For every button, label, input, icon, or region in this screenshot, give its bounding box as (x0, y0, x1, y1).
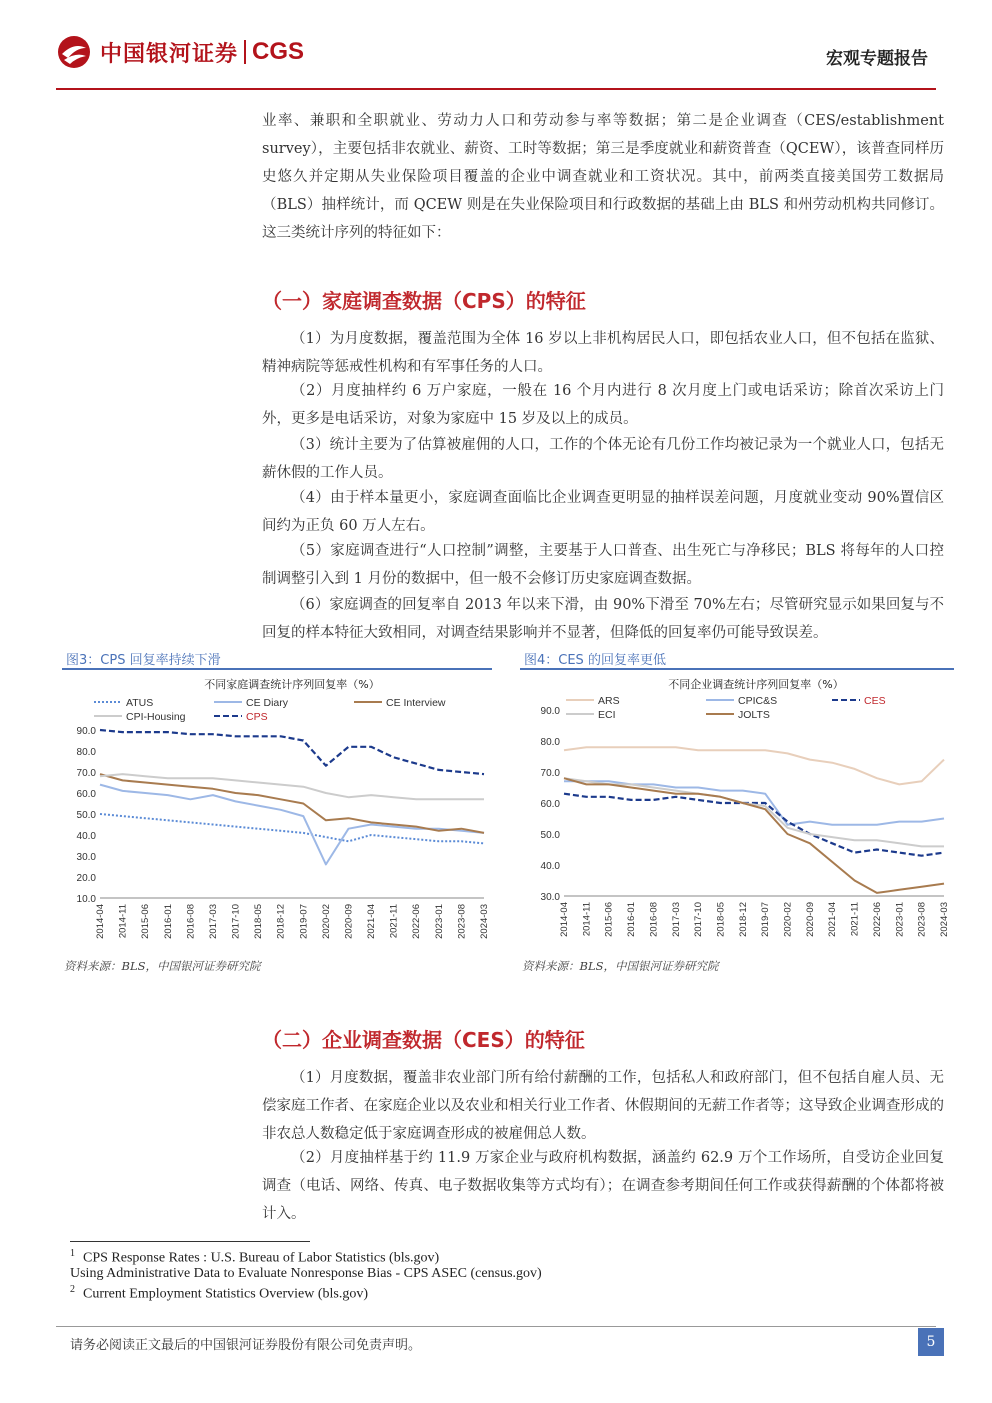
chart-1-svg (520, 672, 954, 956)
section-title-ces: （二）企业调查数据（CES）的特征 (262, 1028, 585, 1052)
chart-1-ytick: 50.0 (540, 830, 560, 841)
figure-4-rule (520, 668, 954, 670)
footnote-1 (70, 1248, 439, 1267)
chart-0-xtick: 2020-02 (320, 904, 332, 939)
cps-paragraph-3: （3）统计主要为了估算被雇佣的人口，工作的个体无论有几份工作均被记录为一个就业人口，包括无薪休假的工作人员。 (262, 437, 944, 481)
page-number: 5 (918, 1328, 944, 1356)
chart-0-xtick: 2024-03 (479, 904, 490, 939)
chart-1-xtick: 2014-11 (581, 902, 593, 937)
figure-4-chart (520, 672, 954, 956)
footer-divider (56, 1326, 936, 1327)
footnote-1-mark: 1 (70, 1248, 75, 1259)
brand-name-en: CGS (252, 38, 305, 65)
chart-1-legend-label: CES (864, 695, 886, 707)
chart-0-ytick: 80.0 (76, 747, 96, 758)
ces-paragraph-2: （2）月度抽样基于约 11.9 万家企业与政府机构数据，涵盖约 62.9 万个工作场所，自受访企业回复调查（电话、网络、传真、电子数据收集等方式均有）；在调查参考期间任何工作或获得薪酬的个体都将被计入。 (262, 1150, 944, 1222)
chart-1-legend-label: ECI (598, 709, 616, 721)
section-title-cps: （一）家庭调查数据（CPS）的特征 (262, 289, 586, 313)
chart-1-xtick: 2014-04 (559, 902, 570, 937)
ces-paragraph-1: （1）月度数据，覆盖非农业部门所有给付薪酬的工作，包括私人和政府部门，但不包括自雇人员、无偿家庭工作者、在家庭企业以及农业和相关行业工作者、休假期间的无薪工作者等；这导致企业调查形成的非农总人数稳定低于家庭调查形成的被雇佣总人数。 (262, 1070, 944, 1142)
footnote-1-continued (70, 1266, 542, 1282)
chart-0-ytick: 20.0 (76, 873, 96, 884)
chart-0-xtick: 2023-08 (456, 904, 468, 939)
chart-1-xtick: 2023-08 (916, 902, 928, 937)
chart-0-legend-label: CPS (246, 711, 268, 723)
chart-0-xtick: 2016-01 (162, 904, 174, 939)
chart-0-legend-label: CE Diary (246, 697, 289, 709)
page-header (0, 0, 992, 90)
brand-name-cn: 中国银河证券 (100, 41, 239, 67)
cps-paragraph-4: （4）由于样本量更小，家庭调查面临比企业调查更明显的抽样误差问题，月度就业变动 90%置信区间约为正负 60 万人左右。 (262, 490, 944, 534)
chart-0-xtick: 2021-04 (366, 904, 378, 939)
chart-0-xtick: 2017-10 (230, 904, 242, 939)
chart-1-title: 不同企业调查统计序列回复率（%） (668, 678, 844, 691)
chart-0-series-ce-diary (100, 785, 484, 865)
chart-1-xtick: 2023-01 (894, 902, 906, 937)
footnote-divider (70, 1241, 310, 1242)
chart-1-legend-label: CPIC&S (738, 695, 778, 707)
chart-0-ytick: 40.0 (76, 831, 96, 842)
chart-1-legend-label: ARS (598, 695, 620, 707)
figure-3-chart (62, 672, 492, 956)
chart-0-ytick: 30.0 (76, 852, 96, 863)
chart-0-xtick: 2020-09 (343, 904, 355, 939)
chart-1-series-ces (564, 794, 944, 856)
chart-0-xtick: 2019-07 (298, 904, 310, 939)
cps-paragraph-2: （2）月度抽样约 6 万户家庭，一般在 16 个月内进行 8 次月度上门或电话采访；除首次采访上门外，更多是电话采访，对象为家庭中 15 岁及以上的成员。 (262, 383, 944, 427)
footnote-2-text: Current Employment Statistics Overview (bls.gov) (83, 1286, 369, 1302)
chart-0-xtick: 2018-05 (253, 904, 265, 939)
chart-1-xtick: 2017-10 (693, 902, 705, 937)
chart-0-xtick: 2022-06 (411, 904, 423, 939)
chart-1-ytick: 90.0 (540, 706, 560, 717)
chart-1-xtick: 2018-05 (715, 902, 727, 937)
chart-0-xtick: 2014-04 (95, 904, 106, 939)
figure-3-title: 图3：CPS 回复率持续下滑 (66, 653, 221, 668)
chart-1-ytick: 60.0 (540, 799, 560, 810)
chart-1-ytick: 40.0 (540, 861, 560, 872)
footer-disclaimer: 请务必阅读正文最后的中国银河证券股份有限公司免责声明。 (70, 1338, 422, 1353)
brand-separator (244, 40, 246, 64)
chart-0-xtick: 2016-08 (185, 904, 197, 939)
chart-0-xtick: 2015-06 (140, 904, 152, 939)
footnote-1b-text: Using Administrative Data to Evaluate Nonresponse Bias - CPS ASEC (census.gov) (70, 1266, 542, 1281)
chart-1-xtick: 2018-12 (737, 902, 749, 937)
chart-0-ytick: 50.0 (76, 810, 96, 821)
chart-1-legend-label: JOLTS (738, 709, 770, 721)
figure-4-source: 资料来源：BLS，中国银河证券研究院 (522, 959, 719, 973)
chart-0-series-cpi-housing (100, 774, 484, 799)
chart-1-series-jolts (564, 778, 944, 893)
chart-1-xtick: 2016-08 (648, 902, 660, 937)
chart-0-legend-label: CPI-Housing (126, 711, 186, 723)
chart-0-ytick: 10.0 (76, 894, 96, 905)
chart-0-legend-label: ATUS (126, 697, 154, 709)
chart-1-xtick: 2024-03 (939, 902, 950, 937)
chart-0-ytick: 70.0 (76, 768, 96, 779)
chart-1-xtick: 2021-11 (849, 902, 861, 937)
chart-0-series-ce-interview (100, 774, 484, 833)
chart-0-xtick: 2014-11 (117, 904, 129, 939)
chart-0-svg (62, 672, 492, 956)
figure-4-title: 图4：CES 的回复率更低 (524, 653, 666, 668)
chart-1-series-ars (564, 747, 944, 784)
figure-3-source: 资料来源：BLS，中国银河证券研究院 (64, 959, 261, 973)
chart-1-ytick: 30.0 (540, 892, 560, 903)
chart-0-legend-label: CE Interview (386, 697, 446, 709)
footnote-2-mark: 2 (70, 1284, 75, 1295)
chart-1-ytick: 70.0 (540, 768, 560, 779)
cps-paragraph-1: （1）为月度数据，覆盖范围为全体 16 岁以上非机构居民人口，即包括农业人口，但不包括在监狱、精神病院等惩戒性机构和有军事任务的人口。 (262, 331, 944, 375)
report-type: 宏观专题报告 (826, 49, 928, 69)
cps-paragraph-6: （6）家庭调查的回复率自 2013 年以来下滑，由 90%下滑至 70%左右；尽管研究显示如果回复与不回复的样本特征大致相同，对调查结果影响并不显著，但降低的回复率仍可能导致误差。 (262, 597, 944, 641)
intro-paragraph: 业率、兼职和全职就业、劳动力人口和劳动参与率等数据；第二是企业调查（CES/establishment survey），主要包括非农就业、薪资、工时等数据；第三是季度就业和薪资普查（QCEW），该普查同样历史悠久并定期从失业保险项目覆盖的企业中调查就业和工资状况。其中，前两类直接美国劳工数据局（BLS）抽样统计，而 QCEW 则是在失业保险项目和行政数据的基础上由 BLS 和州劳动机构共同修订。这三类统计序列的特征如下： (262, 113, 944, 241)
figure-3-rule (62, 668, 492, 670)
footnote-1-text: CPS Response Rates : U.S. Bureau of Labor Statistics (bls.gov) (83, 1250, 440, 1266)
chart-1-xtick: 2020-09 (804, 902, 816, 937)
chart-1-xtick: 2020-02 (782, 902, 794, 937)
brand-logo (56, 34, 304, 70)
chart-0-ytick: 90.0 (76, 726, 96, 737)
chart-1-xtick: 2019-07 (760, 902, 772, 937)
chart-0-xtick: 2017-03 (207, 904, 219, 939)
header-divider (56, 88, 936, 90)
chart-0-ytick: 60.0 (76, 789, 96, 800)
chart-0-xtick: 2018-12 (275, 904, 287, 939)
chart-0-xtick: 2023-01 (433, 904, 445, 939)
chart-1-xtick: 2016-01 (626, 902, 638, 937)
chart-1-xtick: 2015-06 (603, 902, 615, 937)
footnote-2 (70, 1284, 368, 1303)
chart-1-ytick: 80.0 (540, 737, 560, 748)
chart-0-xtick: 2021-11 (388, 904, 400, 939)
chart-1-xtick: 2022-06 (871, 902, 883, 937)
chart-1-xtick: 2021-04 (827, 902, 839, 937)
brand-mark-icon (56, 34, 92, 70)
chart-0-title: 不同家庭调查统计序列回复率（%） (204, 678, 380, 691)
cps-paragraph-5: （5）家庭调查进行“人口控制”调整，主要基于人口普查、出生死亡与净移民；BLS 将每年的人口控制调整引入到 1 月份的数据中，但一般不会修订历史家庭调查数据。 (262, 543, 944, 587)
chart-1-series-eci (564, 778, 944, 846)
chart-1-xtick: 2017-03 (670, 902, 682, 937)
chart-0-series-cps (100, 730, 484, 774)
